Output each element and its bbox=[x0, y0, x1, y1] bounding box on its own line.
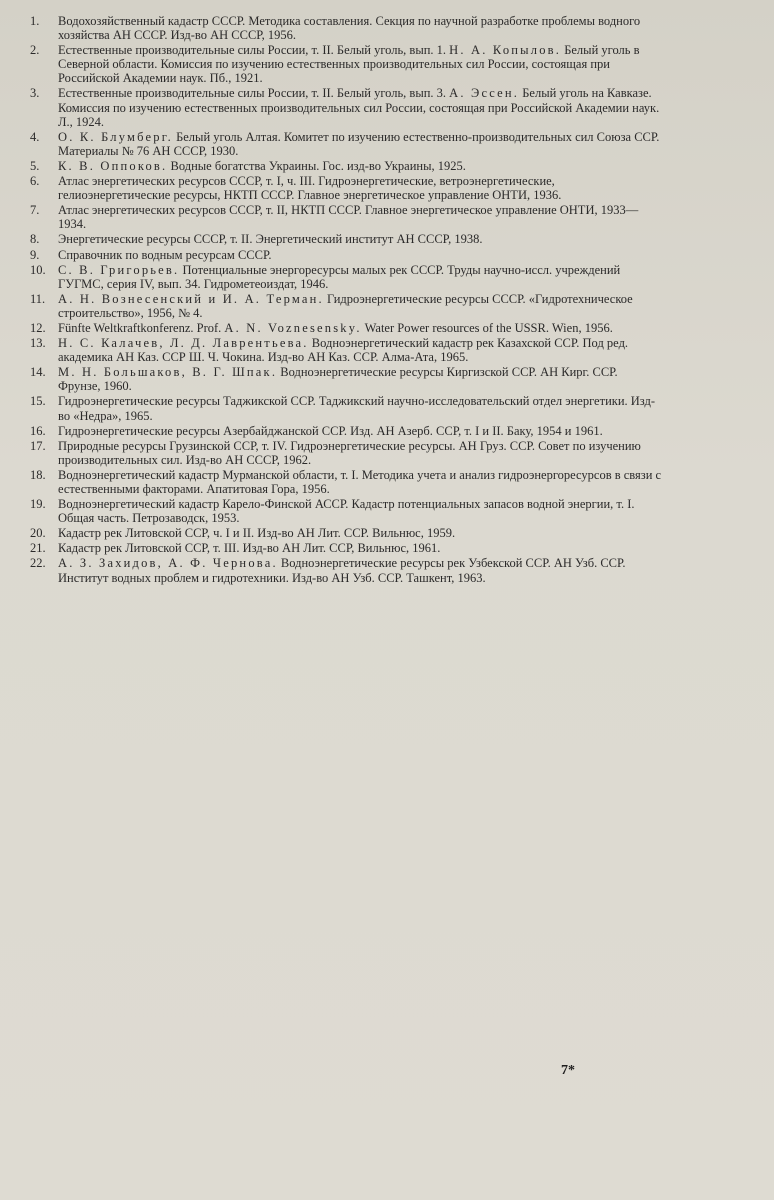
reference-text: Белый уголь Алтая. Комитет по изучению естественно-производительных сил Союза ССР. Материалы № 76 АН СССР, 1930. bbox=[58, 129, 660, 158]
reference-item bbox=[22, 424, 662, 438]
reference-item bbox=[22, 159, 662, 173]
reference-author: О. К. Блумберг. bbox=[58, 129, 173, 144]
reference-author: Н. А. Копылов. bbox=[449, 43, 562, 58]
reference-text: Водноэнергетический кадастр рек Казахской ССР. Под ред. академика АН Каз. ССР Ш. Ч. Чокина. Изд-во АН Каз. ССР. Алма-Ата, 1965. bbox=[58, 336, 629, 365]
reference-text: Fünfte Weltkraftkonferenz. Prof. bbox=[58, 320, 225, 335]
reference-number: 15. bbox=[30, 394, 46, 409]
reference-author: М. Н. Большаков, В. Г. Шпак. bbox=[58, 365, 278, 380]
reference-item bbox=[22, 174, 662, 202]
reference-number: 2. bbox=[30, 43, 40, 58]
reference-author: A. N. Voznesensky. bbox=[224, 320, 362, 335]
reference-item bbox=[22, 203, 662, 231]
reference-text: Water Power resources of the USSR. Wien, 1956. bbox=[361, 320, 613, 335]
reference-text: Энергетические ресурсы СССР, т. II. Энергетический институт АН СССР, 1938. bbox=[58, 232, 483, 247]
reference-number: 5. bbox=[30, 158, 40, 173]
reference-author: Н. С. Калачев, Л. Д. Лаврентьева. bbox=[58, 336, 309, 351]
reference-text: Потенциальные энергоресурсы малых рек СССР. Труды научно-иссл. учреждений ГУГМС, серия IV, вып. 34. Гидрометеоиздат, 1946. bbox=[58, 262, 621, 291]
page-number: 7* bbox=[561, 1063, 575, 1078]
reference-number: 13. bbox=[30, 336, 46, 351]
reference-text: Кадастр рек Литовской ССР, ч. I и II. Изд-во АН Лит. ССР. Вильнюс, 1959. bbox=[58, 526, 456, 541]
reference-text: Водноэнергетические ресурсы рек Узбекской ССР. АН Узб. ССР. Институт водных проблем и гидротехники. Изд-во АН Узб. ССР. Ташкент, 1963. bbox=[58, 556, 626, 585]
reference-item bbox=[22, 321, 662, 335]
reference-text: Гидроэнергетические ресурсы СССР. «Гидротехническое строительство», 1956, № 4. bbox=[58, 291, 633, 320]
reference-text: Водохозяйственный кадастр СССР. Методика составления. Секция по научной разработке проблемы водного хозяйства АН СССР. Изд-во АН СССР, 1956. bbox=[58, 14, 641, 43]
reference-text: Водные богатства Украины. Гос. изд-во Украины, 1925. bbox=[167, 158, 466, 173]
reference-text: Водноэнергетический кадастр Мурманской области, т. I. Методика учета и анализ гидроэнергоресурсов в связи с естественными факторами. Апатитовая Гора, 1956. bbox=[58, 467, 662, 496]
reference-number: 11. bbox=[30, 291, 46, 306]
reference-number: 17. bbox=[30, 438, 46, 453]
reference-item bbox=[22, 497, 662, 525]
reference-number: 12. bbox=[30, 320, 46, 335]
reference-text: Атлас энергетических ресурсов СССР, т. II, НКТП СССР. Главное энергетическое управление ОНТИ, 1933—1934. bbox=[58, 203, 639, 232]
reference-text: Атлас энергетических ресурсов СССР, т. I, ч. III. Гидроэнергетические, ветроэнергетические, гелиоэнергетические ресурсы, НКТП СССР. Главное энергетическое управление ОНТИ, 1936. bbox=[58, 174, 562, 203]
reference-item bbox=[22, 292, 662, 320]
reference-item bbox=[22, 86, 662, 128]
reference-text: Естественные производительные силы России, т. II. Белый уголь, вып. 1. bbox=[58, 43, 450, 58]
reference-text: Водноэнергетические ресурсы Киргизской ССР. АН Кирг. ССР. Фрунзе, 1960. bbox=[58, 365, 618, 394]
reference-item bbox=[22, 232, 662, 246]
reference-number: 8. bbox=[30, 232, 40, 247]
reference-text: Кадастр рек Литовской ССР, т. III. Изд-во АН Лит. ССР, Вильнюс, 1961. bbox=[58, 541, 441, 556]
reference-number: 1. bbox=[30, 14, 40, 28]
reference-item bbox=[22, 43, 662, 85]
reference-number: 16. bbox=[30, 423, 46, 438]
reference-number: 9. bbox=[30, 247, 40, 262]
reference-item bbox=[22, 248, 662, 262]
reference-item bbox=[22, 336, 662, 364]
reference-number: 14. bbox=[30, 365, 46, 380]
reference-item bbox=[22, 365, 662, 393]
reference-text: Естественные производительные силы России, т. II. Белый уголь, вып. 3. bbox=[58, 86, 450, 101]
reference-text: Гидроэнергетические ресурсы Азербайджанской ССР. Изд. АН Азерб. ССР, т. I и II. Баку, 1954 и 1961. bbox=[58, 423, 603, 438]
reference-item bbox=[22, 263, 662, 291]
reference-author: А. З. Захидов, А. Ф. Чернова. bbox=[58, 556, 278, 571]
reference-text: Справочник по водным ресурсам СССР. bbox=[58, 247, 272, 262]
reference-number: 7. bbox=[30, 203, 40, 218]
reference-item bbox=[22, 468, 662, 496]
reference-number: 18. bbox=[30, 467, 46, 482]
reference-text: Природные ресурсы Грузинской ССР, т. IV. Гидроэнергетические ресурсы. АН Груз. ССР. Совет по изучению производительных сил. Изд-во АН СССР, 1962. bbox=[58, 438, 641, 467]
reference-author: К. В. Оппоков. bbox=[58, 158, 168, 173]
reference-author: А. Н. Вознесенский и И. А. Терман. bbox=[58, 291, 324, 306]
reference-item bbox=[22, 14, 662, 42]
reference-number: 6. bbox=[30, 174, 40, 189]
reference-number: 20. bbox=[30, 526, 46, 541]
reference-item bbox=[22, 526, 662, 540]
reference-text: Белый уголь в Северной области. Комиссия по изучению естественных производительных сил России, состоящая при Российской Академии наук. Пб., 1921. bbox=[58, 43, 640, 86]
reference-item bbox=[22, 394, 662, 422]
reference-author: С. В. Григорьев. bbox=[58, 262, 180, 277]
reference-number: 3. bbox=[30, 86, 40, 101]
reference-number: 22. bbox=[30, 556, 46, 571]
reference-text: Водноэнергетический кадастр Карело-Финской АССР. Кадастр потенциальных запасов водной энергии, т. I. Общая часть. Петрозаводск, 1953. bbox=[58, 497, 635, 526]
reference-item bbox=[22, 556, 662, 584]
reference-item bbox=[22, 541, 662, 555]
reference-text: Гидроэнергетические ресурсы Таджикской ССР. Таджикский научно-исследовательский отдел энергетики. Изд-во «Недра», 1965. bbox=[58, 394, 656, 423]
reference-item bbox=[22, 439, 662, 467]
reference-number: 10. bbox=[30, 262, 46, 277]
reference-number: 21. bbox=[30, 541, 46, 556]
reference-list bbox=[22, 14, 662, 586]
reference-number: 4. bbox=[30, 129, 40, 144]
reference-item bbox=[22, 130, 662, 158]
reference-number: 19. bbox=[30, 497, 46, 512]
reference-author: А. Эссен. bbox=[449, 86, 520, 101]
reference-text: Белый уголь на Кавказе. Комиссия по изучению естественных производительных сил России, состоящая при Российской Академии наук. Л., 1924. bbox=[58, 86, 660, 129]
